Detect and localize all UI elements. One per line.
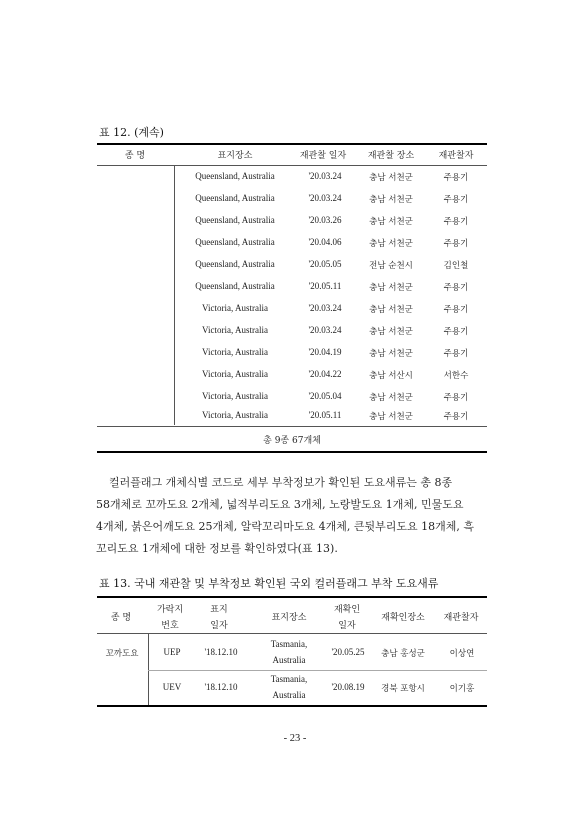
table13-header-observer: 재관찰자 — [443, 613, 479, 623]
recheck-date-cell: '20.03.24 — [308, 171, 342, 181]
observer-cell: 김인철 — [443, 261, 469, 271]
ring-number-cell: UEV — [162, 682, 182, 692]
tag-place-line1: Tasmania, — [270, 674, 308, 684]
tag-place-cell: Queensland, Australia — [195, 215, 275, 225]
tag-place-cell: Queensland, Australia — [195, 193, 275, 203]
tag-date-cell: '18.12.10 — [204, 682, 238, 692]
table12-header-observer: 재관찰자 — [438, 151, 474, 161]
paragraph-line: 컬러플래그 개체식별 코드로 세부 부착정보가 확인된 도요새류는 총 8종 — [109, 476, 453, 489]
body-paragraph — [96, 472, 492, 560]
recheck-date-cell: '20.03.24 — [308, 303, 342, 313]
table12-header-rule — [97, 165, 487, 166]
table13-header-recheck-line1: 재확인 — [333, 605, 361, 615]
species-cell: 꼬까도요 — [105, 649, 139, 659]
recheck-date-cell: '20.03.24 — [308, 325, 342, 335]
recheck-date-cell: '20.05.11 — [308, 281, 342, 291]
table13-header-tagdate-line1: 표지 — [210, 605, 228, 615]
observer-cell: 이기홍 — [449, 684, 475, 694]
recheck-place-cell: 경북 포항시 — [381, 684, 425, 694]
page-number: - 23 - — [283, 733, 307, 744]
observer-cell: 주용기 — [443, 239, 469, 249]
recheck-place-cell: 충남 서산시 — [369, 371, 413, 381]
tag-place-line2: Australia — [272, 655, 306, 665]
tag-place-cell: Victoria, Australia — [202, 303, 268, 313]
observer-cell: 주용기 — [443, 305, 469, 315]
recheck-date-cell: '20.05.25 — [331, 647, 365, 657]
recheck-date-cell: '20.03.26 — [308, 215, 342, 225]
recheck-place-cell: 충남 서천군 — [369, 217, 413, 227]
tag-place-cell: Queensland, Australia — [195, 237, 275, 247]
ring-number-cell: UEP — [163, 647, 181, 657]
table13-species-column-divider — [148, 633, 149, 705]
tag-place-line2: Australia — [272, 690, 306, 700]
observer-cell: 주용기 — [443, 349, 469, 359]
tag-place-cell: Queensland, Australia — [195, 259, 275, 269]
tag-place-cell: Queensland, Australia — [195, 281, 275, 291]
table13-header-ring-line2: 번호 — [161, 621, 179, 631]
recheck-place-cell: 충남 서천군 — [369, 393, 413, 403]
tag-place-cell: Victoria, Australia — [202, 325, 268, 335]
table12-header-recheck-place: 재관찰 장소 — [367, 151, 415, 161]
table12-total-rule — [97, 426, 487, 427]
table13-top-rule — [97, 596, 487, 598]
observer-cell: 서한수 — [443, 371, 469, 381]
table13-header-recheck-place: 재확인장소 — [381, 613, 425, 623]
tag-place-cell: Queensland, Australia — [195, 171, 275, 181]
table12-header-species: 종 명 — [124, 151, 146, 161]
table12-header-tag-place: 표지장소 — [217, 151, 253, 161]
table12-header-recheck-date: 재관찰 일자 — [299, 151, 347, 161]
table12-species-column-divider — [174, 165, 175, 425]
paragraph-line: 58개체로 꼬까도요 2개체, 넓적부리도요 3개체, 노랑발도요 1개체, 민물도요 — [96, 498, 464, 511]
recheck-place-cell: 충남 서천군 — [369, 283, 413, 293]
observer-cell: 주용기 — [443, 195, 469, 205]
recheck-date-cell: '20.03.24 — [308, 193, 342, 203]
paragraph-line: 4개체, 붉은어깨도요 25개체, 알락꼬리마도요 4개체, 큰뒷부리도요 18개체, 흑 — [96, 520, 474, 533]
recheck-date-cell: '20.08.19 — [331, 682, 365, 692]
table13-header-recheck-line2: 일자 — [338, 621, 356, 631]
recheck-place-cell: 충남 서천군 — [369, 195, 413, 205]
observer-cell: 주용기 — [443, 393, 469, 403]
observer-cell: 주용기 — [443, 327, 469, 337]
table13-header-species: 종 명 — [110, 613, 132, 623]
table12-top-rule — [97, 143, 487, 145]
tag-date-cell: '18.12.10 — [204, 647, 238, 657]
recheck-date-cell: '20.05.04 — [308, 391, 342, 401]
table13-header-rule — [97, 633, 487, 634]
recheck-place-cell: 충남 서천군 — [369, 327, 413, 337]
recheck-date-cell: '20.05.05 — [308, 259, 342, 269]
table13-header-tag-place: 표지장소 — [271, 613, 307, 623]
recheck-date-cell: '20.04.22 — [308, 369, 342, 379]
table13-row-divider — [148, 670, 487, 671]
tag-place-cell: Victoria, Australia — [202, 347, 268, 357]
tag-place-cell: Victoria, Australia — [202, 369, 268, 379]
table13-header-tagdate-line2: 일자 — [210, 621, 228, 631]
paragraph-line: 꼬리도요 1개체에 대한 정보를 확인하였다(표 13). — [96, 542, 338, 555]
table13-bottom-rule — [97, 705, 487, 707]
recheck-place-cell: 충남 서천군 — [369, 173, 413, 183]
table13-caption: 표 13. 국내 재관찰 및 부착정보 확인된 국외 컬러플래그 부착 도요새류 — [99, 577, 439, 590]
recheck-date-cell: '20.05.11 — [308, 410, 342, 420]
recheck-place-cell: 충남 서천군 — [369, 412, 413, 422]
recheck-date-cell: '20.04.06 — [308, 237, 342, 247]
observer-cell: 주용기 — [443, 217, 469, 227]
recheck-place-cell: 충남 서천군 — [369, 349, 413, 359]
observer-cell: 주용기 — [443, 412, 469, 422]
recheck-place-cell: 충남 홍성군 — [381, 649, 425, 659]
recheck-place-cell: 충남 서천군 — [369, 239, 413, 249]
recheck-place-cell: 충남 서천군 — [369, 305, 413, 315]
observer-cell: 이상연 — [449, 649, 475, 659]
tag-place-line1: Tasmania, — [270, 639, 308, 649]
observer-cell: 주용기 — [443, 283, 469, 293]
tag-place-cell: Victoria, Australia — [202, 391, 268, 401]
table13-header-ring-line1: 가락지 — [156, 605, 184, 615]
table12-total: 총 9종 67개체 — [263, 436, 321, 446]
recheck-date-cell: '20.04.19 — [308, 347, 342, 357]
table12-caption: 표 12. (계속) — [99, 126, 164, 139]
recheck-place-cell: 전남 순천시 — [369, 261, 413, 271]
tag-place-cell: Victoria, Australia — [202, 410, 268, 420]
table12-bottom-rule — [97, 451, 487, 453]
observer-cell: 주용기 — [443, 173, 469, 183]
